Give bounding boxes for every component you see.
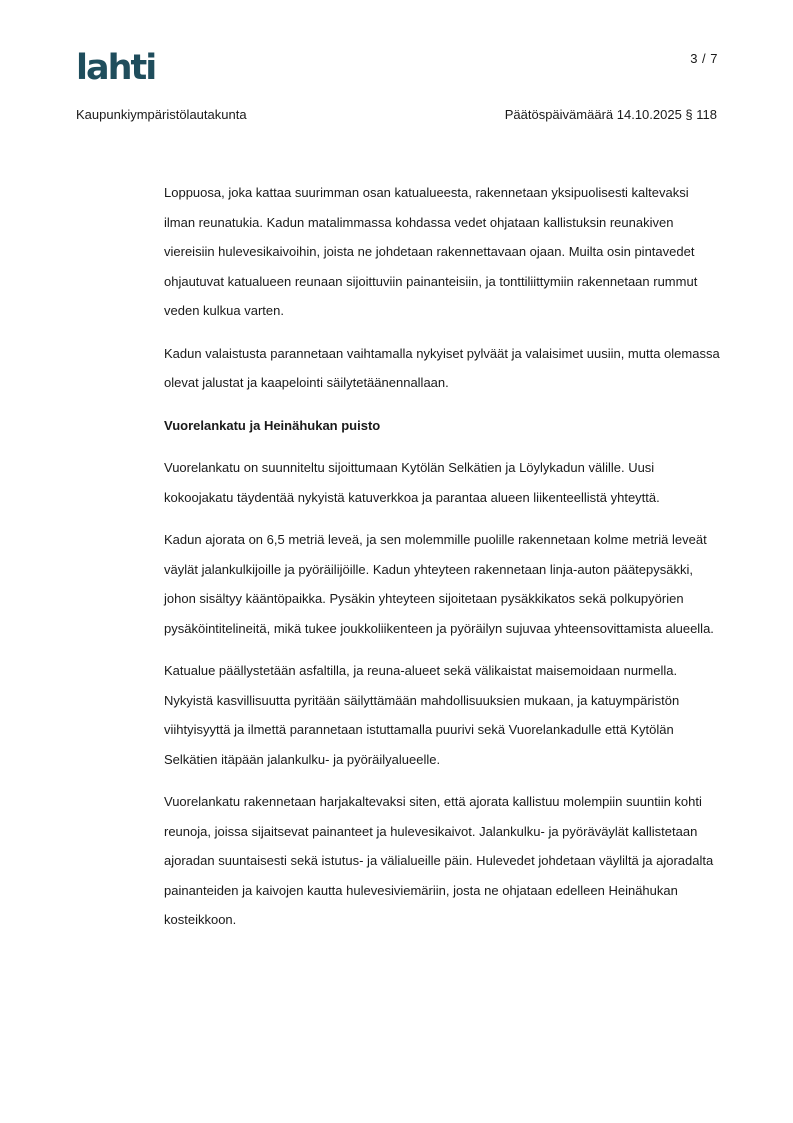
page-number: 3 / 7 <box>690 51 718 66</box>
paragraph: Kadun ajorata on 6,5 metriä leveä, ja sen molemmille puolille rakennetaan kolme metriä leveät väylät jalankulkijoille ja pyöräilijöille. Kadun yhteyteen rakennetaan linja-auton päätepysäkki, johon sisältyy kääntöpaikka. Pysäkin yhteyteen sijoitetaan pysäkkikatos sekä polkupyörien pysäköintitelineitä, mikä tukee joukkoliikenteen ja pyöräilyn sujuvaa yhteensovittamista alueella. <box>164 532 714 636</box>
paragraph: Loppuosa, joka kattaa suurimman osan katualueesta, rakennetaan yksipuolisesti kaltevaksi ilman reunatukia. Kadun matalimmassa kohdassa vedet ohjataan kallistuksin reunakiven viereisiin hulevesikaivoihin, joista ne johdetaan rakennettavaan ojaan. Muilta osin pintavedet ohjautuvat katualueen reunaan sijoittuviin painanteisiin, ja tonttiliittymiin rakennetaan rummut veden kulkua varten. <box>164 185 698 318</box>
document-body <box>164 178 720 948</box>
paragraph: Vuorelankatu on suunniteltu sijoittumaan Kytölän Selkätien ja Löylykadun välille. Uusi kokoojakatu täydentää nykyistä katuverkkoa ja parantaa alueen liikenteellistä yhteyttä. <box>164 460 660 505</box>
decision-date: Päätöspäivämäärä 14.10.2025 § 118 <box>504 107 717 122</box>
logo-text: lahti <box>76 48 156 82</box>
paragraph: Katualue päällystetään asfaltilla, ja reuna-alueet sekä välikaistat maisemoidaan nurmella. Nykyistä kasvillisuutta pyritään säilyttämään mahdollisuuksien mukaan, ja katuympäristön viihtyisyyttä ja ilmettä parannetaan istuttamalla puurivi sekä Vuorelankadulle että Kytölän Selkätien itäpään jalankulku- ja pyöräilyalueelle. <box>164 663 680 767</box>
committee-name: Kaupunkiympäristölautakunta <box>76 107 247 122</box>
section-heading: Vuorelankatu ja Heinähukan puisto <box>164 417 381 433</box>
paragraph: Kadun valaistusta parannetaan vaihtamalla nykyiset pylväät ja valaisimet uusiin, mutta olemassa olevat jalustat ja kaapelointi säilytetäänennallaan. <box>164 345 720 390</box>
lahti-logo <box>76 48 168 82</box>
paragraph: Vuorelankatu rakennetaan harjakaltevaksi siten, että ajorata kallistuu molempiin suuntiin kohti reunoja, joissa sijaitsevat painanteet ja hulevesikaivot. Jalankulku- ja pyöräväylät kallistetaan ajoradan suuntaisesti sekä istutus- ja välialueille päin. Hulevedet johdetaan väyliltä ja ajoradalta painanteiden ja kaivojen kautta hulevesiviemäriin, josta ne ohjataan edelleen Heinähukan kosteikkoon. <box>164 794 714 927</box>
